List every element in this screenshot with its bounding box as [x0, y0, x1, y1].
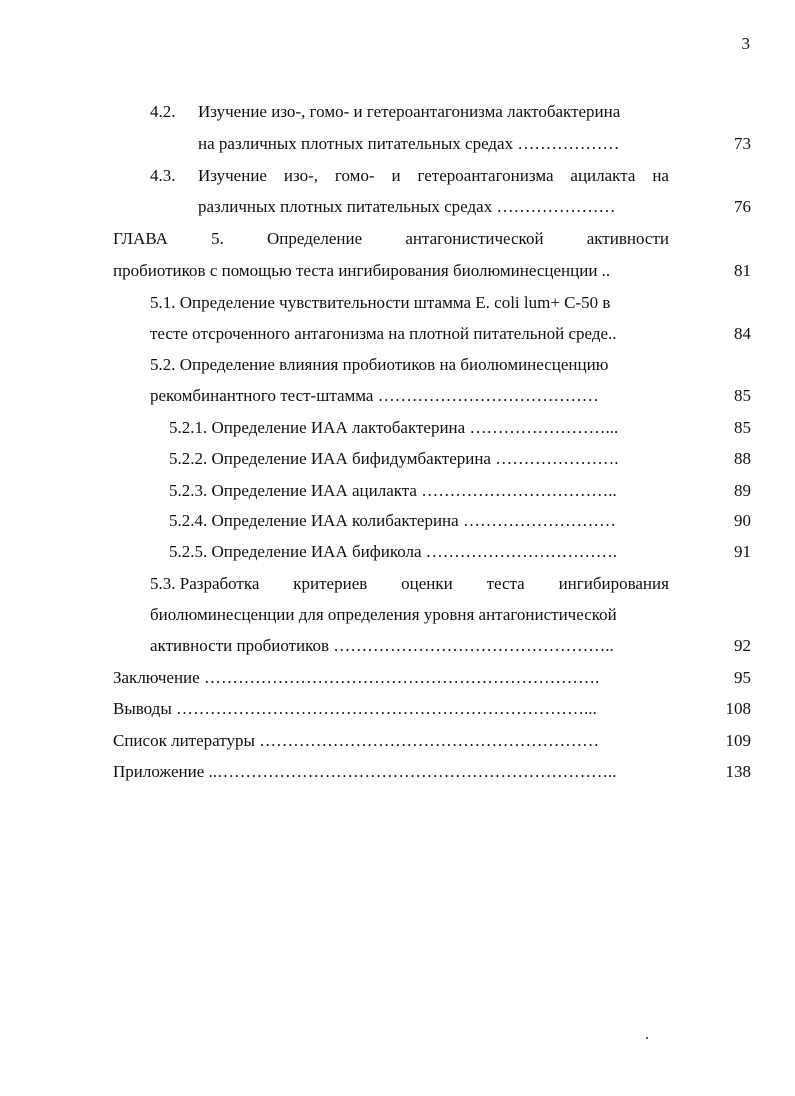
- toc-appendix-page: 138: [725, 762, 751, 781]
- word: Определение: [267, 229, 363, 248]
- toc-entry-5-3-line3: активности пробиотиков …………………………………………..: [150, 636, 614, 655]
- word: гомо-: [334, 166, 375, 185]
- toc-entry-4-3-page: 76: [734, 197, 751, 216]
- toc-entry-5-2-4-page: 90: [734, 511, 751, 530]
- word: и: [391, 166, 401, 185]
- word: ГЛАВА: [113, 229, 168, 248]
- word: оценки: [401, 574, 453, 593]
- toc-conclusion-page: 95: [734, 668, 751, 687]
- toc-entry-4-3-title-line2: различных плотных питательных средах …………………: [198, 197, 616, 216]
- toc-references-page: 109: [725, 731, 751, 750]
- toc-entry-5-2-4: 5.2.4. Определение ИАА колибактерина ………………………: [169, 511, 616, 530]
- toc-entry-5-2-line1: 5.2. Определение влияния пробиотиков на биолюминесценцию: [150, 355, 609, 374]
- toc-entry-5-2-2: 5.2.2. Определение ИАА бифидумбактерина ………………….: [169, 449, 619, 468]
- word: антагонистической: [405, 229, 544, 248]
- word: ингибирования: [558, 574, 669, 593]
- toc-findings: Выводы ………………………………………………………………...: [113, 699, 597, 718]
- word: критериев: [293, 574, 368, 593]
- toc-entry-4-2-page: 73: [734, 134, 751, 153]
- toc-entry-4-2-title-line1: Изучение изо-, гомо- и гетероантагонизма лактобактерина: [198, 102, 621, 121]
- word: ацилакта: [570, 166, 636, 185]
- word: Изучение: [198, 166, 267, 185]
- toc-entry-5-1-line2: тесте отсроченного антагонизма на плотной питательной среде..: [150, 324, 617, 343]
- toc-chapter-5-title-line2: пробиотиков с помощью теста ингибирования биолюминесценции ..: [113, 261, 611, 280]
- toc-entry-4-3-number: 4.3.: [150, 166, 176, 185]
- word: 5.3. Разработка: [150, 574, 260, 593]
- toc-entry-5-2-5: 5.2.5. Определение ИАА бификола …………………………….: [169, 542, 618, 561]
- word: гетероантагонизма: [417, 166, 554, 185]
- toc-entry-5-3-line1: [150, 573, 669, 595]
- toc-entry-5-2-line2: рекомбинантного тест-штамма …………………………………: [150, 386, 599, 405]
- toc-entry-4-2-number: 4.2.: [150, 102, 176, 121]
- toc-entry-5-3-page: 92: [734, 636, 751, 655]
- word: изо-,: [283, 166, 319, 185]
- toc-chapter-5-page: 81: [734, 261, 751, 280]
- word: активности: [586, 229, 669, 248]
- toc-references: Список литературы ……………………………………………………: [113, 731, 600, 750]
- toc-chapter-5-title-line1: [113, 228, 669, 250]
- toc-entry-4-3-title-line1: [198, 165, 669, 187]
- word: теста: [486, 574, 525, 593]
- toc-entry-5-2-5-page: 91: [734, 542, 751, 561]
- toc-entry-5-2-3: 5.2.3. Определение ИАА ацилакта ……………………………..: [169, 481, 617, 500]
- toc-appendix: Приложение ..……………………………………………………………..: [113, 762, 617, 781]
- toc-entry-5-1-line1: 5.1. Определение чувствительности штамма E. coli lum+ C-50 в: [150, 293, 611, 312]
- page-number: 3: [741, 34, 750, 53]
- toc-entry-5-3-line2: биолюминесценции для определения уровня антагонистической: [150, 605, 617, 624]
- toc-entry-5-2-3-page: 89: [734, 481, 751, 500]
- toc-conclusion: Заключение …………………………………………………………….: [113, 668, 600, 687]
- scan-speck: [646, 1037, 648, 1039]
- toc-findings-page: 108: [725, 699, 751, 718]
- toc-entry-5-2-1: 5.2.1. Определение ИАА лактобактерина ……………………...: [169, 418, 619, 437]
- word: на: [652, 166, 669, 185]
- word: 5.: [211, 229, 224, 248]
- toc-entry-4-2-title-line2: на различных плотных питательных средах ………………: [198, 134, 620, 153]
- toc-entry-5-1-page: 84: [734, 324, 751, 343]
- toc-entry-5-2-2-page: 88: [734, 449, 751, 468]
- toc-entry-5-2-1-page: 85: [734, 418, 751, 437]
- toc-entry-5-2-page: 85: [734, 386, 751, 405]
